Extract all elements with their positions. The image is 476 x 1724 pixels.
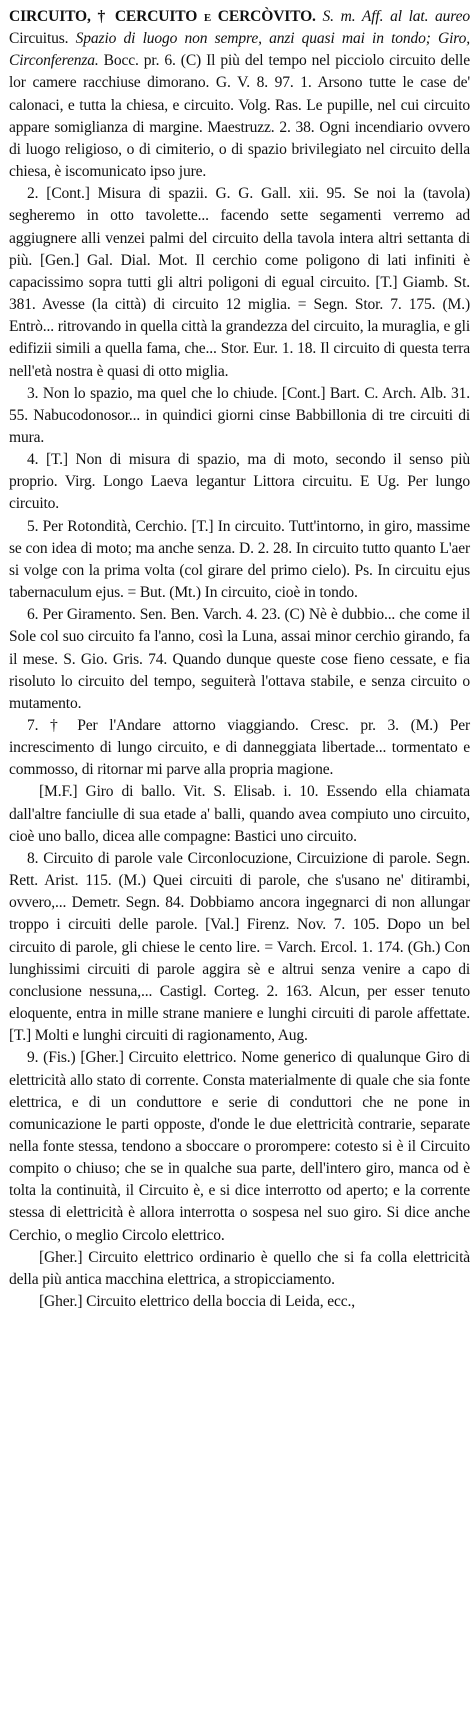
sense-1-citations: Bocc. pr. 6. (C) Il più del tempo nel picciolo circuito delle lor camere racchiuse dimorano. G. V. 8. 97. 1. Arsono tutte le case de' calonaci, e tutta la chiesa, e circuito. Volg. Ras. Le pupille, nel cui circuito appare somiglianza di margine. Maestruzz. 2. 38. Ogni incendiario ovvero di luogo religioso, o di cimiterio, o di spazio brivilegiato nel circuito della chiesa, è iscomunicato ipso jure. bbox=[9, 52, 470, 181]
sense-7: 7. † Per l'Andare attorno viaggiando. Cresc. pr. 3. (M.) Per increscimento di lungo circuito, e di danneggiata libertade... tormentato e commosso, di ritornar mi parve alla propria magione. bbox=[9, 717, 470, 779]
entry-headword-paragraph bbox=[9, 6, 470, 183]
definition-intro: Spazio di luogo non sempre, anzi quasi mai in tondo; Giro, Circonferenza. bbox=[9, 30, 470, 70]
sense-9-subentry-ordinary: [Gher.] Circuito elettrico ordinario è quello che si fa colla elettricità della più antica macchina elettrica, a stropicciamento. bbox=[9, 1248, 470, 1288]
sense-9-subentry-leyden: [Gher.] Circuito elettrico della boccia di Leida, ecc., bbox=[39, 1293, 355, 1311]
sense-9: 9. (Fis.) [Gher.] Circuito elettrico. Nome generico di qualunque Giro di elettricità allo stato di corrente. Consta materialmente di quale che sia fonte elettrica, e di un conduttore e serie di conduttori che ne pone in comunicazione le parti opposte, d'onde le due elettricità contrarie, separate nella fonte stessa, tendono a sboccare o prorompere: cotesto si è il Circuito compito o chiuso; che se in qualche sua parte, dell'intero giro, manca od è tolta la continuità, il Circuito è, e si dice interrotto od aperto; e la corrente stessa di elettricità è allora interrotta o sospesa nel suo giro. Si dice anche Cerchio, o meglio Circolo elettrico. bbox=[9, 1049, 470, 1244]
sense-3: 3. Non lo spazio, ma quel che lo chiude. [Cont.] Bart. C. Arch. Alb. 31. 55. Nabucodonosor... in quindici giorni cinse Babbillonia di tre circuiti di mura. bbox=[9, 384, 470, 446]
latin-etymon: Circuitus. bbox=[9, 30, 69, 48]
headword: CIRCUITO, † CERCUITO e CERCÒVITO. bbox=[9, 8, 316, 25]
sense-6: 6. Per Giramento. Sen. Ben. Varch. 4. 23. (C) Nè è dubbio... che come il Sole col suo circuito fa l'anno, così la Luna, assai minor cerchio girando, fa il mese. S. Gio. Gris. 74. Quando dunque queste cose fieno cessate, e fia risoluto lo circuito del tempo, seguiterà l'ottava stabile, e senza circuito o mutamento. bbox=[9, 606, 470, 712]
sense-5: 5. Per Rotondità, Cerchio. [T.] In circuito. Tutt'intorno, in giro, massime se con idea di moto; ma anche senza. D. 2. 28. In circuito tutto quanto L'aer si volge con la prima volta (col girare del primo cielo). Ps. In circuitu ejus tabernaculum ejus. = But. (Mt.) In circuito, cioè in tondo. bbox=[9, 517, 470, 602]
sense-7-subentry: [M.F.] Giro di ballo. Vit. S. Elisab. i. 10. Essendo ella chiamata dall'altre fanciulle di sua etade a' balli, quando avea compiuto uno circuito, cioè uno ballo, dicea alle compagne: Bastici uno circuito. bbox=[9, 783, 470, 845]
sense-8: 8. Circuito di parole vale Circonlocuzione, Circuizione di parole. Segn. Rett. Arist. 115. (M.) Quei circuiti di parole, che s'usano ne' ditirambi, ovvero,... Demetr. Segn. 84. Dobbiamo ancora ingegnarci di non allungar troppo i circuiti delle parole. [Val.] Firenz. Nov. 7. 105. Dopo un bel circuito di parole, gli chiese le cento lire. = Varch. Ercol. 1. 174. (Gh.) Con lunghissimi circuiti di parole aggira sè e altrui senza venire a capo di conclusione nessuna,... Castigl. Corteg. 2. 163. Alcun, per esser tenuto eloquente, entra in mille strane maniere e lunghi circuiti di parole affettate. [T.] Molti e lunghi circuiti di ragionamento, Aug. bbox=[9, 849, 470, 1045]
sense-2: 2. [Cont.] Misura di spazii. G. G. Gall. xii. 95. Se noi la (tavola) segheremo in otto tavolette... facendo sette segamenti verremo ad aggiugnere alli venzei palmi del circuito della tavola intera altri settanta di più. [Gen.] Gal. Dial. Mot. Il cerchio come poligono di lati infiniti è capacissimo sopra tutti gli altri poligoni di egual circuito. [T.] Giamb. St. 381. Avesse (la città) di circuito 12 miglia. = Segn. Stor. 7. 175. (M.) Entrò... ritrovando in quella città la grandezza del circuito, la muraglia, e gli edifizii simili a quella fama, che... Stor. Eur. 1. 18. Il circuito di questa terra nell'età nostra è quasi di otto miglia. bbox=[9, 185, 470, 380]
sense-4: 4. [T.] Non di misura di spazio, ma di moto, secondo il senso più proprio. Virg. Longo Laeva legantur Littora circuitu. E Ug. Per lungo circuito. bbox=[9, 451, 470, 513]
grammar-note: S. m. Aff. al lat. aureo bbox=[322, 8, 470, 25]
